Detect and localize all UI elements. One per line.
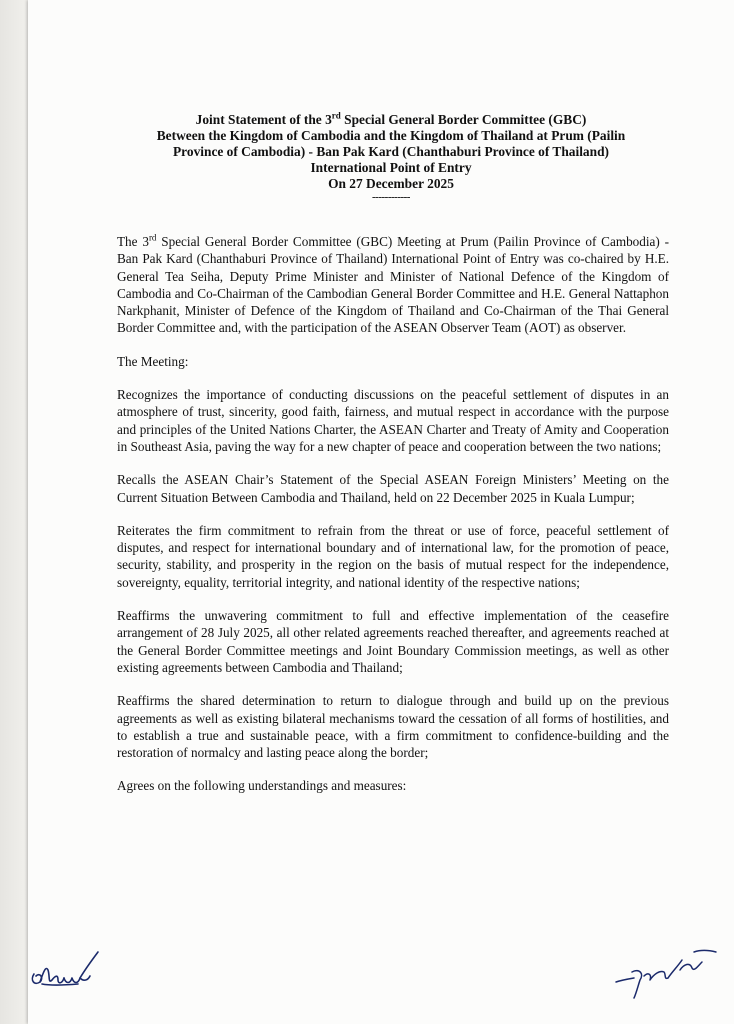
paragraph-recalls: Recalls the ASEAN Chair’s Statement of the Special ASEAN Foreign Ministers’ Meeting on the Current Situation Between Cambodia and Thailand, held on 22 December 2025 in Kuala Lumpur; xyxy=(117,472,669,505)
document-title xyxy=(68,112,714,202)
intro-ordinal: rd xyxy=(148,232,157,243)
paragraph-reiterates: Reiterates the firm commitment to refrain from the threat or use of force, peaceful settlement of disputes, and respect for international boundary and of international law, for the promotion of peace, security, stability, and prosperity in the region on the basis of mutual respect for the independence, sovereignty, equality, territorial integrity, and national identity of the respective nations; xyxy=(117,522,669,590)
title-line-4: International Point of Entry xyxy=(310,160,472,175)
signature-right xyxy=(610,944,722,1002)
title-line-1 xyxy=(68,112,714,128)
intro-start: The 3 xyxy=(117,234,149,249)
title-line-3: Province of Cambodia) - Ban Pak Kard (Chanthaburi Province of Thailand) xyxy=(173,144,609,159)
title-line-2: Between the Kingdom of Cambodia and the Kingdom of Thailand at Prum (Pailin xyxy=(156,128,626,143)
title-line-5: On 27 December 2025 xyxy=(328,176,454,191)
signature-left xyxy=(28,940,108,1000)
document-body xyxy=(117,233,669,811)
paragraph-reaffirms-dialogue: Reaffirms the shared determination to return to dialogue through and build up on the previous agreements as well as existing bilateral mechanisms toward the cessation of all forms of hostilities, and to establish a true and sustainable peace, with a firm commitment to confidence-building and the restoration of normalcy and lasting peace along the border; xyxy=(117,693,669,761)
title-line-1-start: Joint Statement of the 3 xyxy=(195,112,332,127)
meeting-label: The Meeting: xyxy=(117,353,189,369)
paragraph-reaffirms-ceasefire: Reaffirms the unwavering commitment to full and effective implementation of the ceasefire arrangement of 28 July 2025, all other related agreements reached thereafter, and agreements reached at the General Border Committee meetings and Joint Boundary Commission meetings, as well as other existing agreements between Cambodia and Thailand; xyxy=(117,608,669,675)
paragraph-recognizes: Recognizes the importance of conducting discussions on the peaceful settlement of disputes in an atmosphere of trust, sincerity, good faith, fairness, and mutual respect in accordance with the purpose and principles of the United Nations Charter, the ASEAN Charter and Treaty of Amity and Cooperation in Southeast Asia, paving the way for a new chapter of peace and cooperation between the two nations; xyxy=(117,387,669,454)
page-edge xyxy=(0,0,28,1024)
intro-text: Special General Border Committee (GBC) Meeting at Prum (Pailin Province of Cambodia) - Ban Pak Kard (Chanthaburi Province of Thailand) International Point of Entry was co-chaired by H.E. General Tea Seiha, Deputy Prime Minister and Minister of National Defence of the Kingdom of Cambodia and Co-Chairman of the Cambodian General Border Committee and H.E. General Nattaphon Narkphanit, Minister of Defence of the Kingdom of Thailand and Co-Chairman of the Thai General Border Committee and, with the participation of the ASEAN Observer Team (AOT) as observer. xyxy=(117,234,669,336)
title-ordinal: rd xyxy=(331,110,341,121)
document-page xyxy=(28,0,734,1024)
title-line-1-end: Special General Border Committee (GBC) xyxy=(340,112,587,127)
paragraph-agrees: Agrees on the following understandings and measures: xyxy=(117,778,407,794)
intro-paragraph xyxy=(117,233,669,337)
title-rule: ------------ xyxy=(372,191,410,203)
